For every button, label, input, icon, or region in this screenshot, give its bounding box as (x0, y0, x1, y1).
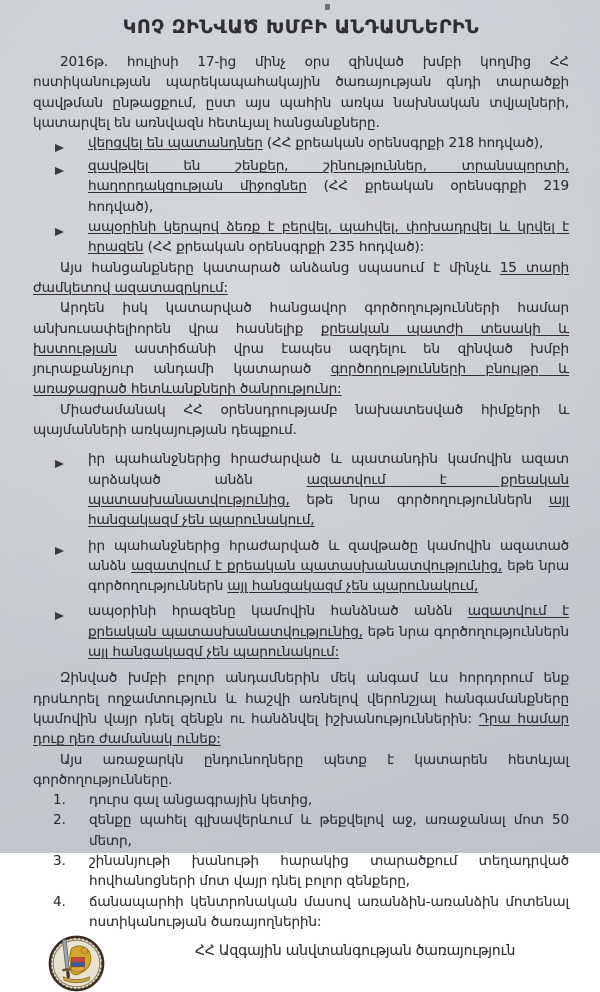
instruction-text: զենքը պահել գլխավերևում և թեքվելով աջ, առաջանալ մոտ 50 մետր, (89, 812, 569, 849)
instruction-number: 2. (53, 812, 66, 829)
arrow-bullet-icon (55, 133, 88, 156)
exemptions-list-item (33, 536, 569, 597)
crimes-list-item (33, 133, 569, 156)
exemptions-list-item (33, 449, 569, 530)
instruction-number: 3. (53, 852, 66, 869)
crimes-list-item (33, 217, 569, 258)
paper-speck (325, 4, 330, 10)
nss-armenia-seal-icon (48, 935, 105, 992)
instructions-list-item (33, 790, 569, 810)
exemptions-list (33, 449, 569, 662)
appeal-paragraph: Զինված խմբի բոլոր անդամներին մեկ անգամ ևս հորդորում ենք դրսևորել ողջամտություն և հաշվի առնելով վերոնշյալ հանգամանքները կամովին վայր դնել զենքն ու հանձնվել իշխանություններին: Դրա համար դուք դեռ ժամանակ ունեք: (33, 670, 569, 748)
signature-organization: ՀՀ Ազգային անվտանգության ծառայություն (195, 943, 516, 960)
arrow-bullet-icon (55, 536, 88, 559)
exemptions-list-item (33, 601, 569, 662)
crimes-list-item (33, 156, 569, 217)
instructions-list-item (33, 810, 569, 851)
instruction-text: շինանյութի խանութի հարակից տարածքում տեղադրված հովհանոցների մոտ վայր դնել բոլոր զենքերը, (89, 852, 569, 890)
instructions-intro-paragraph: Այս առաջարկն ընդունողները պետք է կատարեն հետևյալ գործողությունները. (33, 751, 569, 788)
sentence-paragraph: Այս հանցանքները կատարած անձանց սպասում է մինչև 15 տարի ժամկետով ազատազրկում: (33, 259, 569, 296)
instructions-list-item (33, 892, 569, 933)
exemptions-list-item-text: իր պահանջներից հրաժարված և պատանդին կամովին ազատ արձակած անձն ազատվում է քրեական պատասխանատվությունից, եթե նրա գործողություններն այլ հանցակազմ չեն պարունակում, (88, 451, 569, 529)
instructions-list (33, 790, 569, 932)
arrow-bullet-icon (55, 601, 88, 624)
crimes-list (33, 133, 569, 257)
crimes-list-item-text: վերցվել են պատանդներ (ՀՀ քրեական օրենսգրքի 218 հոդված), (88, 135, 544, 152)
conditions-intro-paragraph: Միաժամանակ ՀՀ օրենսդրությամբ նախատեսված հիմքերի և պայմանների առկայության դեպքում. (33, 401, 569, 439)
instruction-text: դուրս գալ անցագրային կետից, (89, 792, 312, 809)
instruction-number: 1. (53, 792, 66, 809)
instruction-text: ճանապարհի կենտրոնական մասով առանձին-առանձին մոտենալ ոստիկանության ծառայողներին: (89, 893, 569, 930)
intro-paragraph: 2016թ. հուլիսի 17-ից մինչ օրս զինված խմբի կողմից ՀՀ ոստիկանության պարեկապահակային ծառայության գնդի տարածքի զավթման ընթացքում, ըստ այս պահին առկա նախնական տվյալների, կատարվել են առնվազն հետևյալ հանցանքները. (33, 54, 569, 131)
document-title: ԿՈՉ ԶԻՆՎԱԾ ԽՄԲԻ ԱՆԴԱՄՆԵՐԻՆ (122, 16, 480, 38)
severity-paragraph: Արդեն իսկ կատարված հանցավոր գործողությունների համար անխուսափելիորեն վրա հասնելիք քրեական պատժի տեսակի և խստության աստիճանի վրա էապես ազդելու են զինված խմբի յուրաքանչյուր անդամի կատարած գործողությունների բնույթը և առաջացրած հետևանքների ծանրությունը: (33, 300, 569, 398)
signature-block (33, 935, 569, 992)
crimes-list-item-text: զավթվել են շենքեր, շինություններ, տրանսպորտի, հաղորդակցության միջոցներ (ՀՀ քրեական օրենսգրքի 219 հոդված), (88, 158, 569, 215)
crimes-list-item-text: ապօրինի կերպով ձեռք է բերվել, պահվել, փոխադրվել և կրվել է հրազեն (ՀՀ քրեական օրենսգրքի 235 հոդված): (88, 219, 569, 256)
arrow-bullet-icon (55, 156, 88, 179)
arrow-bullet-icon (55, 217, 88, 240)
arrow-bullet-icon (55, 449, 88, 472)
exemptions-list-item-text: իր պահանջներից հրաժարված և զավթածը կամովին ազատած անձն ազատվում է քրեական պատասխանատվությունից, եթե նրա գործողություններն այլ հանցակազմ չեն պարունակում, (88, 537, 569, 595)
instruction-number: 4. (53, 893, 66, 910)
exemptions-list-item-text: ապօրինի հրազենը կամովին հանձնած անձն ազատվում է քրեական պատասխանատվությունից, եթե նրա գործողություններն այլ հանցակազմ չեն պարունակում: (88, 603, 570, 661)
instructions-list-item (33, 851, 569, 892)
